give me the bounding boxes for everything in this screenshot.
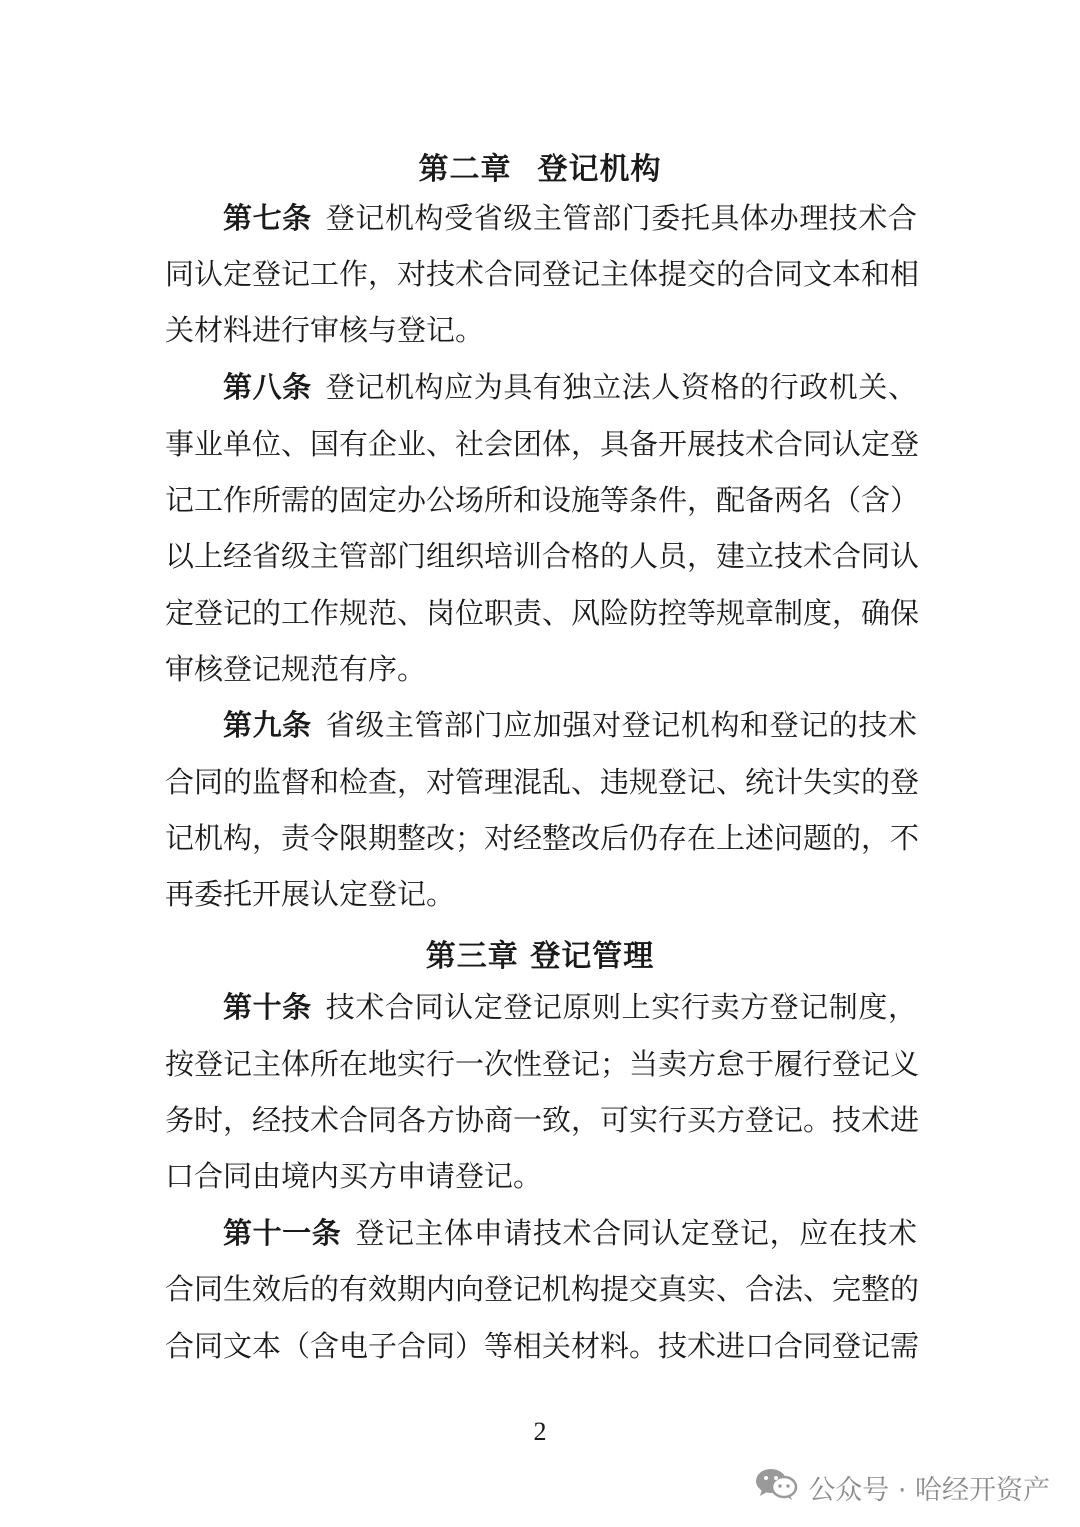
article-10-line: 务时，经技术合同各方协商一致，可实行买方登记。技术进: [165, 1103, 920, 1137]
watermark-text: 公众号 · 哈经开资产: [808, 1474, 1050, 1506]
article-7-line: 关材料进行审核与登记。: [165, 313, 485, 347]
article-9-line: 第九条 省级主管部门应加强对登记机构和登记的技术: [223, 708, 917, 742]
article-8-line: 以上经省级主管部门组织培训合格的人员，建立技术合同认: [165, 539, 920, 573]
article-7-line: 同认定登记工作，对技术合同登记主体提交的合同文本和相: [165, 257, 920, 291]
watermark: [754, 1467, 1050, 1507]
article-9-line: 合同的监督和检查，对管理混乱、违规登记、统计失实的登: [165, 765, 920, 799]
article-heading: 第九条: [223, 708, 312, 742]
chapter-heading: 第三章 登记管理: [425, 939, 655, 974]
article-11-line: 第十一条 登记主体申请技术合同认定登记，应在技术: [223, 1216, 917, 1250]
article-8-line: 定登记的工作规范、岗位职责、风险防控等规章制度，确保: [165, 596, 920, 630]
article-8-line: 事业单位、国有企业、社会团体，具备开展技术合同认定登: [165, 427, 920, 461]
page-number: 2: [533, 1417, 547, 1446]
article-heading: 第八条: [223, 370, 312, 404]
article-11-line: 合同生效后的有效期内向登记机构提交真实、合法、完整的: [165, 1272, 920, 1306]
article-10-line: 口合同由境内买方申请登记。: [165, 1159, 543, 1193]
article-heading: 第十一条: [223, 1216, 342, 1250]
article-7-line: 第七条 登记机构受省级主管部门委托具体办理技术合: [223, 201, 917, 235]
article-10-line: 按登记主体所在地实行一次性登记；当卖方怠于履行登记义: [165, 1047, 920, 1081]
chapter-title: 登记机构: [537, 152, 662, 187]
article-8-line: 审核登记规范有序。: [165, 652, 427, 686]
wechat-icon: [754, 1467, 808, 1508]
article-heading: 第七条: [223, 201, 312, 235]
article-9-line: 再委托开展认定登记。: [165, 877, 456, 911]
chapter-heading: [0, 144, 1080, 188]
article-8-line: 第八条 登记机构应为具有独立法人资格的行政机关、: [223, 370, 917, 404]
article-heading: 第十条: [223, 990, 312, 1024]
article-11-line: 合同文本（含电子合同）等相关材料。技术进口合同登记需: [165, 1329, 920, 1363]
article-9-line: 记机构，责令限期整改；对经整改后仍存在上述问题的，不: [165, 821, 920, 855]
chapter-number: 第二章: [418, 152, 512, 187]
article-8-line: 记工作所需的固定办公场所和设施等条件，配备两名（含）: [165, 483, 920, 517]
article-10-line: 第十条 技术合同认定登记原则上实行卖方登记制度，: [223, 990, 917, 1024]
